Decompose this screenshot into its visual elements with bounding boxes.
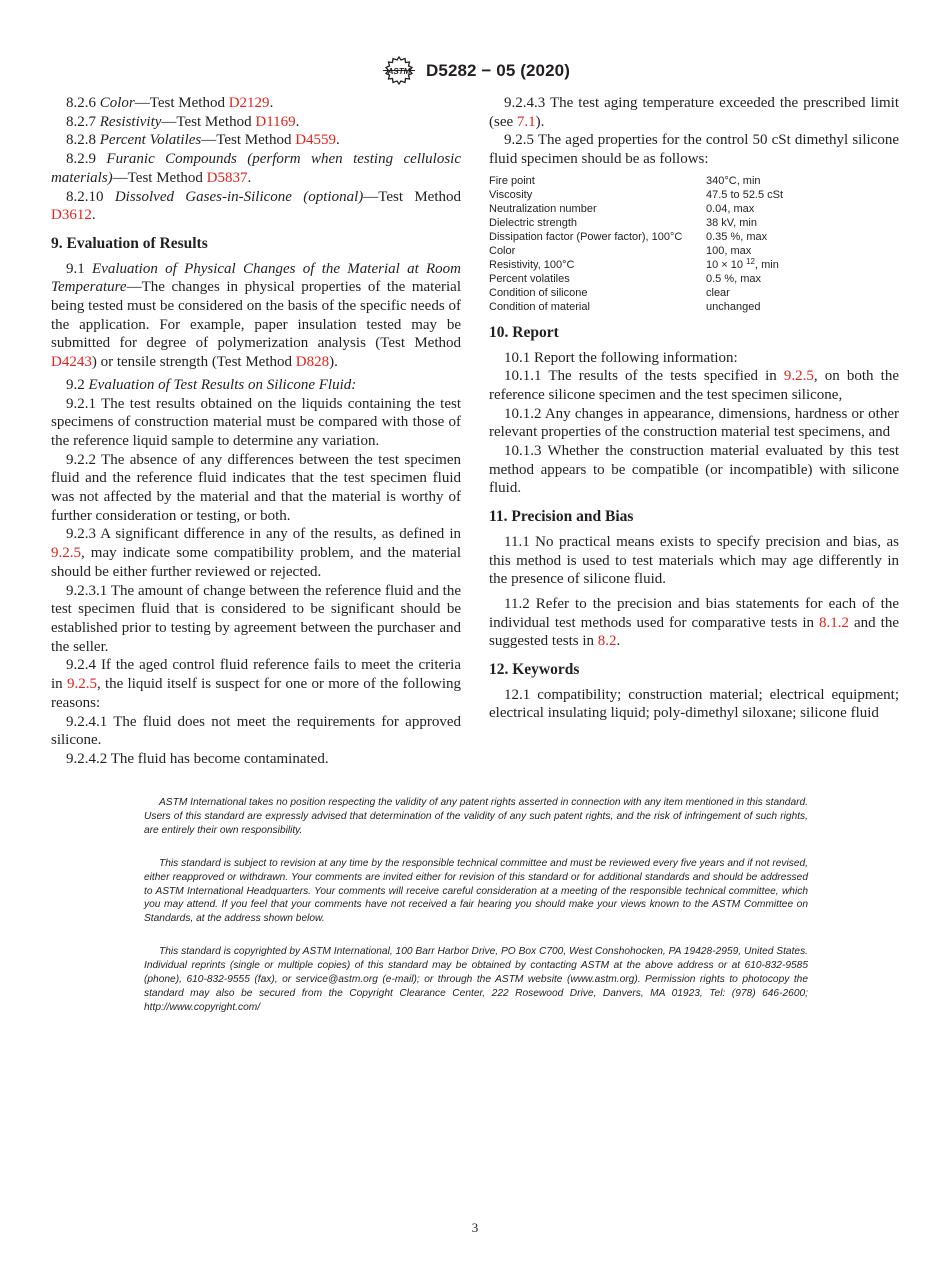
clause-8-2-7: 8.2.7 Resistivity—Test Method D1169. (66, 113, 300, 130)
clause-9-2-4-3: 9.2.4.3 The test aging temperature exceeded the prescribed limit (see 7.1). (489, 95, 899, 130)
section-10-heading: 10. Report (489, 323, 559, 341)
page-number: 3 (471, 1220, 479, 1235)
table-row: Color 100, max (489, 244, 752, 257)
ref-9-2-5-link[interactable]: 9.2.5 (66, 676, 97, 693)
clause-9-2-4-2: 9.2.4.2 The fluid has become contaminated. (66, 750, 329, 767)
clause-10-1-2: 10.1.2 Any changes in appearance, dimensions, hardness or other relevant properties of the construction material test specimens, and (489, 405, 899, 441)
clause-9-1: 9.1 Evaluation of Physical Changes of the Material at Room Temperature—The changes in physical properties of the material being tested must be considered on the basis of the specific needs of the application. For example, paper insulation tested may be submitted for degree of polymerization analysis (Test Method D4243) or tensile strength (Test Method D828). (51, 260, 462, 371)
aged-properties-table (489, 174, 899, 314)
table-row: Dielectric strength 38 kV, min (489, 216, 757, 229)
clause-9-2-3-1: 9.2.3.1 The amount of change between the reference fluid and the test specimen fluid that is considered to be significant should be established prior to testing by agreement between the purchaser and the seller. (51, 582, 461, 655)
clause-9-2-4-1: 9.2.4.1 The fluid does not meet the requirements for approved silicone. (51, 713, 461, 749)
clause-11-1: 11.1 No practical means exists to specify precision and bias, as this method is used to test materials which may age differently in the presence of silicone fluid. (489, 533, 899, 588)
ref-d4243-link[interactable]: D4243 (51, 354, 92, 371)
ref-8-1-2-link[interactable]: 8.1.2 (819, 614, 849, 631)
table-row: Condition of material unchanged (489, 300, 761, 313)
page-header (0, 56, 950, 86)
table-row: Condition of silicone clear (489, 286, 730, 299)
clause-8-2-9: 8.2.9 Furanic Compounds (perform when testing cellulosic materials)—Test Method D5837. (51, 151, 461, 186)
ref-9-2-5-link[interactable]: 9.2.5 (51, 545, 81, 562)
left-column (51, 94, 461, 769)
right-column (489, 94, 899, 723)
copyright-notice: This standard is copyrighted by ASTM International, 100 Barr Harbor Drive, PO Box C700, West Conshohocken, PA 19428-2959, United States. Individual reprints (single or multiple copies) of this standard may be obtained by contacting ASTM at the above address or at 610-832-9585 (phone), 610-832-9555 (fax), or service@astm.org (e-mail); or through the ASTM website (www.astm.org). Permission rights to photocopy the standard may also be secured from the Copyright Clearance Center, 222 Rosewood Drive, Danvers, MA 01923, Tel: (978) 646-2600; http://www.copyright.com/ (144, 946, 808, 1013)
clause-10-1-1: 10.1.1 The results of the tests specified in 9.2.5, on both the reference silicone specimen and the test specimen silicone, (489, 368, 899, 403)
ref-9-2-5-link[interactable]: 9.2.5 (783, 368, 814, 385)
section-9-heading: 9. Evaluation of Results (51, 234, 208, 252)
clause-12-1: 12.1 compatibility; construction material; electrical equipment; electrical insulating liquid; poly-dimethyl siloxane; silicone fluid (489, 686, 899, 722)
table-row: Dissipation factor (Power factor), 100°C 0.35 %, max (489, 230, 768, 243)
clause-11-2: 11.2 Refer to the precision and bias statements for each of the individual test methods used for comparative tests in 8.1.2 and the suggested tests in 8.2. (489, 595, 899, 650)
ref-d3612-link[interactable]: D3612 (51, 207, 92, 224)
ref-d828-link[interactable]: D828 (295, 354, 330, 371)
astm-logo-icon (380, 56, 418, 86)
section-11-heading: 11. Precision and Bias (489, 508, 634, 526)
clause-8-2-8: 8.2.8 Percent Volatiles—Test Method D4559. (66, 132, 340, 149)
clause-9-2-5: 9.2.5 The aged properties for the control 50 cSt dimethyl silicone fluid specimen should be as follows: (489, 132, 899, 168)
revision-notice: This standard is subject to revision at any time by the responsible technical committee and must be reviewed every five years and if not revised, either reapproved or withdrawn. Your comments are invited either for revision of this standard or for additional standards and should be addressed to ASTM International Headquarters. Your comments will receive careful consideration at a meeting of the responsible technical committee, which you may attend. If you feel that your comments have not received a fair hearing you should make your views known to the ASTM Committee on Standards, at the address shown below. (144, 857, 808, 925)
ref-d1169-link[interactable]: D1169 (255, 113, 296, 130)
table-row: Resistivity, 100°C 10 × 10 $^{12}$, min (489, 256, 779, 271)
clause-9-2: 9.2 Evaluation of Test Results on Silicone Fluid: (66, 376, 357, 393)
clause-8-2-6: 8.2.6 Color—Test Method D2129. (66, 95, 274, 111)
ref-d4559-link[interactable]: D4559 (295, 132, 337, 149)
table-row: Viscosity 47.5 to 52.5 cSt (489, 188, 784, 201)
section-12-heading: 12. Keywords (489, 661, 580, 679)
ref-7-1-link[interactable]: 7.1 (516, 113, 536, 130)
ref-8-2-link[interactable]: 8.2 (597, 633, 617, 650)
table-row: Percent volatiles 0.5 %, max (489, 272, 762, 285)
clause-8-2-10: 8.2.10 Dissolved Gases-in-Silicone (optional)—Test Method D3612. (51, 188, 461, 224)
astm-logo-text: ASTM (387, 67, 411, 76)
clause-9-2-3: 9.2.3 A significant difference in any of the results, as defined in 9.2.5, may indicate some compatibility problem, and the material should be either further reviewed or rejected. (51, 526, 461, 580)
clause-9-2-1: 9.2.1 The test results obtained on the liquids containing the test specimens of construction material must be compared with those of the reference liquid sample to determine any variation. (51, 395, 461, 449)
patent-notice: ASTM International takes no position respecting the validity of any patent rights asserted in connection with any item mentioned in this standard. Users of this standard are expressly advised that determination of the validity of any such patent rights, and the risk of infringement of such rights, are entirely their own responsibility. (144, 797, 808, 836)
document-designation: D5282 − 05 (2020) (426, 61, 570, 80)
legal-notices (144, 796, 808, 1034)
table-row: Fire point 340°C, min (489, 174, 761, 187)
clause-9-2-4: 9.2.4 If the aged control fluid reference fails to meet the criteria in 9.2.5, the liquid itself is suspect for one or more of the following reasons: (51, 657, 461, 711)
table-row: Neutralization number 0.04, max (489, 202, 755, 215)
clause-10-1-3: 10.1.3 Whether the construction material evaluated by this test method appears to be compatible (or incompatible) with silicone fluid. (489, 443, 899, 497)
ref-d5837-link[interactable]: D5837 (206, 169, 248, 186)
ref-d2129-link[interactable]: D2129 (228, 95, 270, 111)
clause-9-2-2: 9.2.2 The absence of any differences between the test specimen fluid and the reference fluid indicates that the test specimen fluid was not affected by the material and that the material is worthy of further consideration or testing, or both. (51, 451, 461, 524)
clause-10-1: 10.1 Report the following information: (504, 349, 738, 366)
